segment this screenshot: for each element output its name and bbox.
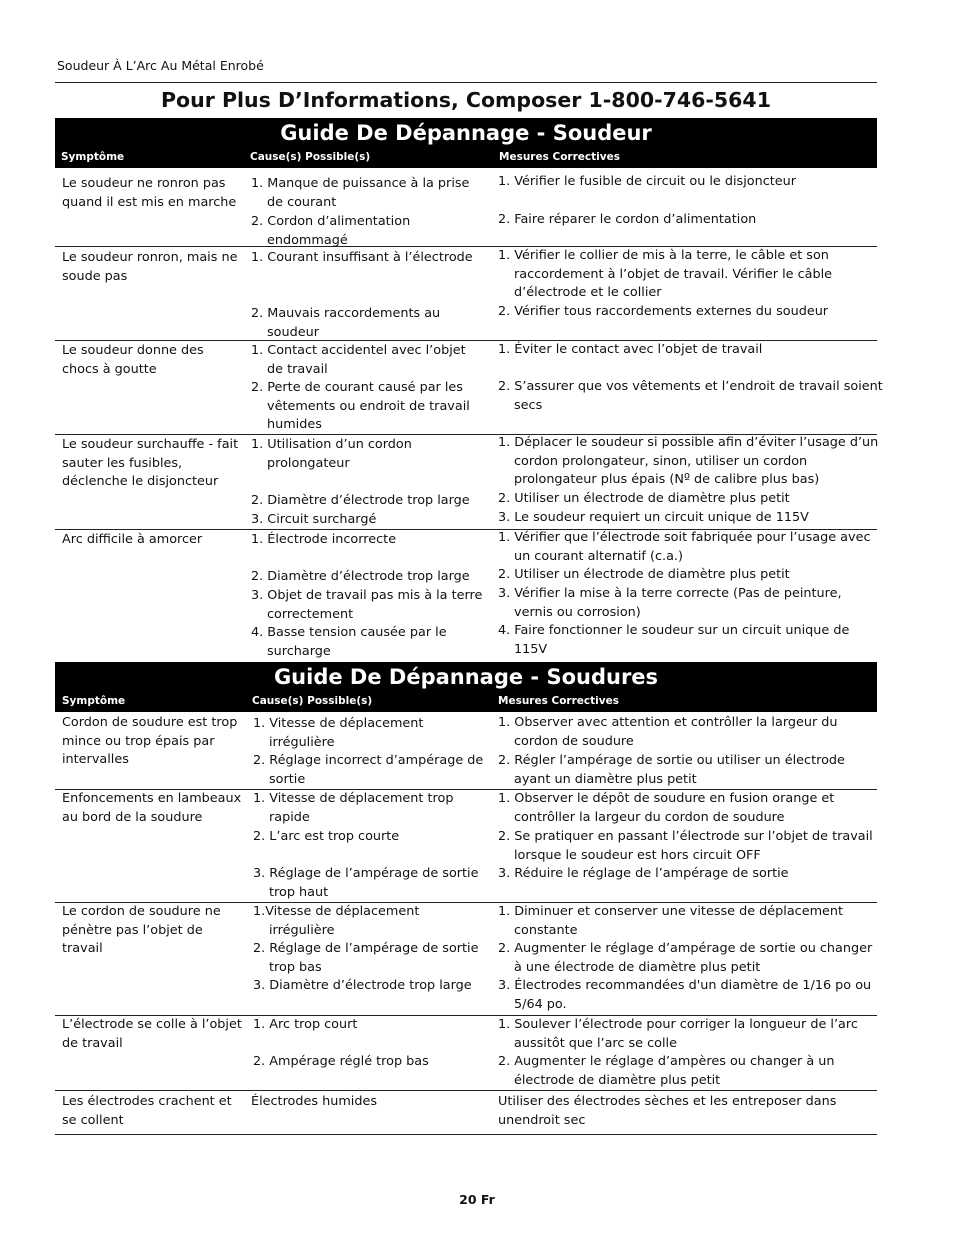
- cause-item: 1. Vitesse de déplacement trop rapide: [253, 791, 454, 825]
- remedy-item: 4. Faire fonctionner le soudeur sur un circuit unique de 115V: [498, 623, 850, 657]
- table-row: [55, 903, 877, 1016]
- remedy-item: 2. S’assurer que vos vêtements et l’endroit de travail soient secs: [498, 379, 883, 413]
- remedy-item: 2. Vérifier tous raccordements externes du soudeur: [498, 304, 829, 319]
- column-header-symptom: Symptôme: [61, 151, 125, 163]
- header-divider: [55, 82, 877, 83]
- cause-item: 1. Manque de puissance à la prise de courant: [251, 176, 470, 210]
- remedy-item: 1. Observer le dépôt de soudure en fusion orange et contrôller la largeur du cordon de soudure: [498, 791, 835, 825]
- column-header-remedies: Mesures Correctives: [498, 695, 619, 707]
- remedy-item: 2. Se pratiquer en passant l’électrode sur l’objet de travail lorsque le soudeur est hors circuit OFF: [498, 829, 873, 863]
- cause-item: 2. Réglage incorrect d’ampérage de sortie: [253, 753, 484, 787]
- page-number: 20 Fr: [459, 1192, 495, 1207]
- section-header: [55, 662, 877, 712]
- table-row: [55, 247, 877, 341]
- cause-item: 1. Courant insuffisant à l’électrode: [251, 250, 473, 265]
- cause-item: 3. Circuit surchargé: [251, 512, 377, 527]
- symptom-text: Arc difficile à amorcer: [62, 532, 203, 547]
- section-header: [55, 118, 877, 168]
- table-row: [55, 790, 877, 903]
- column-headers: [55, 692, 877, 712]
- page-header: Soudeur À L’Arc Au Métal Enrobé: [57, 58, 264, 73]
- cause-item: 2. Perte de courant causé par les vêtements ou endroit de travail humides: [251, 380, 470, 433]
- cause-item: 1.Vitesse de déplacement irrégulière: [253, 904, 420, 938]
- cause-item: 2. L’arc est trop courte: [253, 829, 400, 844]
- cause-item: 1. Utilisation d’un cordon prolongateur: [251, 437, 412, 471]
- remedy-item: 2. Utiliser un électrode de diamètre plus petit: [498, 491, 790, 506]
- remedy-item: 3. Vérifier la mise à la terre correcte (Pas de peinture, vernis ou corrosion): [498, 586, 842, 620]
- remedy-item: 3. Le soudeur requiert un circuit unique de 115V: [498, 510, 809, 525]
- section-title: Guide De Dépannage - Soudeur: [280, 121, 652, 145]
- table-row: [55, 530, 877, 662]
- table-row: [55, 168, 877, 247]
- cause-item: 1. Électrode incorrecte: [251, 532, 397, 547]
- cause-item: 3. Objet de travail pas mis à la terre correctement: [251, 588, 483, 622]
- remedy-item: 2. Faire réparer le cordon d’alimentation: [498, 212, 757, 227]
- cause-item: 2. Ampérage réglé trop bas: [253, 1054, 429, 1069]
- symptom-text: L’électrode se colle à l’objet de travail: [62, 1017, 242, 1051]
- remedy-item: 2. Utiliser un électrode de diamètre plus petit: [498, 567, 790, 582]
- remedy-item: 1. Vérifier le collier de mis à la terre, le câble et son raccordement à l’objet de travail. Vérifier le câble d’électrode et le collier: [498, 248, 833, 301]
- cause-item: 2. Mauvais raccordements au soudeur: [251, 306, 441, 340]
- symptom-text: Les électrodes crachent et se collent: [62, 1094, 232, 1128]
- cause-item: 2. Cordon d’alimentation endommagé: [251, 214, 411, 248]
- cause-item: 2. Réglage de l’ampérage de sortie trop bas: [253, 941, 479, 975]
- remedy-item: 2. Augmenter le réglage d’ampères ou changer à un électrode de diamètre plus petit: [498, 1054, 835, 1088]
- cause-item: 1. Contact accidentel avec l’objet de travail: [251, 343, 466, 377]
- column-header-causes: Cause(s) Possible(s): [252, 695, 373, 707]
- remedy-item: 1. Observer avec attention et contrôller la largeur du cordon de soudure: [498, 715, 838, 749]
- remedy-item: 1. Diminuer et conserver une vitesse de déplacement constante: [498, 904, 844, 938]
- remedy-item: Utiliser des électrodes sèches et les entreposer dans unendroit sec: [498, 1094, 837, 1128]
- table-row: [55, 1091, 877, 1135]
- remedy-item: 1. Déplacer le soudeur si possible afin d’éviter l’usage d’un cordon prolongateur, sinon, utiliser un cordon prolongateur plus épais (Nº de calibre plus bas): [498, 435, 879, 488]
- cause-item: 1. Vitesse de déplacement irrégulière: [253, 716, 424, 750]
- table-row: [55, 1016, 877, 1091]
- symptom-text: Le cordon de soudure ne pénètre pas l’objet de travail: [62, 904, 221, 957]
- symptom-text: Cordon de soudure est trop mince ou trop épais par intervalles: [62, 715, 238, 768]
- symptom-text: Le soudeur surchauffe - fait sauter les fusibles, déclenche le disjoncteur: [62, 437, 239, 490]
- remedy-item: 3. Réduire le réglage de l’ampérage de sortie: [498, 866, 789, 881]
- cause-item: Électrodes humides: [251, 1094, 378, 1109]
- column-header-causes: Cause(s) Possible(s): [250, 151, 371, 163]
- cause-item: 2. Diamètre d’électrode trop large: [251, 493, 470, 508]
- cause-item: 3. Diamètre d’électrode trop large: [253, 978, 472, 993]
- remedy-item: 2. Augmenter le réglage d’ampérage de sortie ou changer à une électrode de diamètre plus petit: [498, 941, 873, 975]
- remedy-item: 1. Éviter le contact avec l’objet de travail: [498, 342, 763, 357]
- remedy-item: 2. Régler l’ampérage de sortie ou utiliser un électrode ayant un diamètre plus petit: [498, 753, 845, 787]
- remedy-item: 1. Vérifier que l’électrode soit fabriquée pour l’usage avec un courant alternatif (c.a.): [498, 530, 871, 564]
- column-headers: [55, 148, 877, 168]
- table-row: [55, 435, 877, 530]
- cause-item: 3. Réglage de l’ampérage de sortie trop haut: [253, 866, 479, 900]
- remedy-item: 1. Soulever l’électrode pour corriger la longueur de l’arc aussitôt que l’arc se colle: [498, 1017, 858, 1051]
- section-weld-troubleshooting: [55, 662, 877, 1135]
- cause-item: 2. Diamètre d’électrode trop large: [251, 569, 470, 584]
- symptom-text: Le soudeur donne des chocs à goutte: [62, 343, 204, 377]
- symptom-text: Le soudeur ne ronron pas quand il est mis en marche: [62, 176, 237, 210]
- section-welder-troubleshooting: [55, 118, 883, 662]
- table-row: [55, 712, 877, 790]
- remedy-item: 1. Vérifier le fusible de circuit ou le disjoncteur: [498, 174, 797, 189]
- symptom-text: Enfoncements en lambeaux au bord de la soudure: [62, 791, 242, 825]
- column-header-symptom: Symptôme: [62, 695, 126, 707]
- page-title: Pour Plus D’Informations, Composer 1-800-746-5641: [161, 88, 771, 112]
- symptom-text: Le soudeur ronron, mais ne soude pas: [62, 250, 238, 284]
- cause-item: 4. Basse tension causée par le surcharge: [251, 625, 447, 659]
- remedy-item: 3. Électrodes recommandées d'un diamètre de 1/16 po ou 5/64 po.: [498, 978, 872, 1012]
- column-header-remedies: Mesures Correctives: [499, 151, 620, 163]
- section-title: Guide De Dépannage - Soudures: [273, 665, 659, 689]
- table-row: [55, 341, 883, 435]
- cause-item: 1. Arc trop court: [253, 1017, 358, 1032]
